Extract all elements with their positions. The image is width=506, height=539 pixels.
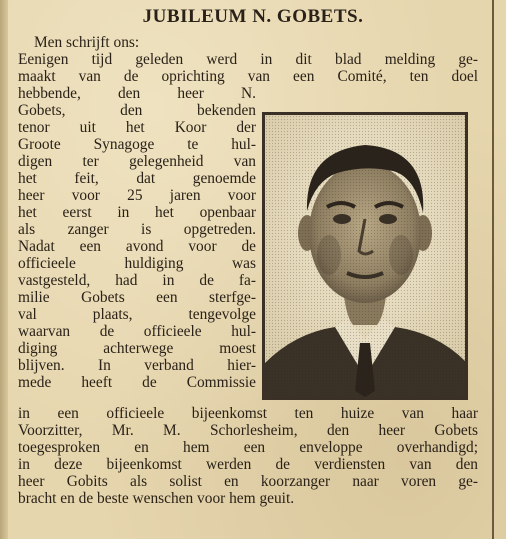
article-line-19: diging achterwege moest (18, 340, 256, 357)
article-line-24: toegesproken en hem een enveloppe overhandigd; (18, 439, 478, 456)
article-line-4: hebbende, den heer N. (18, 85, 256, 102)
article-line-9: het feit, dat genoemde (18, 170, 256, 187)
article-line-7: Groote Synagoge te hul- (18, 136, 256, 153)
article-line-22: in een officieele bijeenkomst ten huize van haar (18, 405, 478, 422)
article-line-5: Gobets, den bekenden (18, 102, 256, 119)
page-edge (0, 0, 8, 539)
portrait-photo-icon (265, 115, 465, 397)
article-line-23: Voorzitter, Mr. M. Schorlesheim, den heer Gobets (18, 422, 478, 439)
article-line-12: als zanger is opgetreden. (18, 221, 256, 238)
article-line-10: heer voor 25 jaren voor (18, 187, 256, 204)
article-line-17: val plaats, tengevolge (18, 306, 256, 323)
article-line-21: mede heeft de Commissie (18, 374, 256, 391)
article-line-3: maakt van de oprichting van een Comité, ten doel (18, 68, 478, 85)
article-line-25: in deze bijeenkomst werden de verdiensten van den (18, 456, 478, 473)
article-line-20: blijven. In verband hier- (18, 357, 256, 374)
column-rule (492, 0, 494, 539)
article-line-14: officieele huldiging was (18, 255, 256, 272)
article-line-1: Men schrijft ons: (34, 34, 140, 51)
article-line-26: heer Gobits als solist en koorzanger naar voren ge- (18, 473, 478, 490)
article-line-13: Nadat een avond voor de (18, 238, 256, 255)
article-line-18: waarvan de officieele hul- (18, 323, 256, 340)
article-line-8: digen ter gelegenheid van (18, 153, 256, 170)
article-line-15: vastgesteld, had in de fa- (18, 272, 256, 289)
article-line-2: Eenigen tijd geleden werd in dit blad melding ge- (18, 51, 478, 68)
portrait-photo (262, 112, 468, 400)
article-line-16: milie Gobets een sterfge- (18, 289, 256, 306)
article-line-11: het eerst in het openbaar (18, 204, 256, 221)
article-line-6: tenor uit het Koor der (18, 119, 256, 136)
article-line-27: bracht en de beste wenschen voor hem geuit. (18, 490, 295, 507)
article-headline: JUBILEUM N. GOBETS. (142, 6, 364, 27)
